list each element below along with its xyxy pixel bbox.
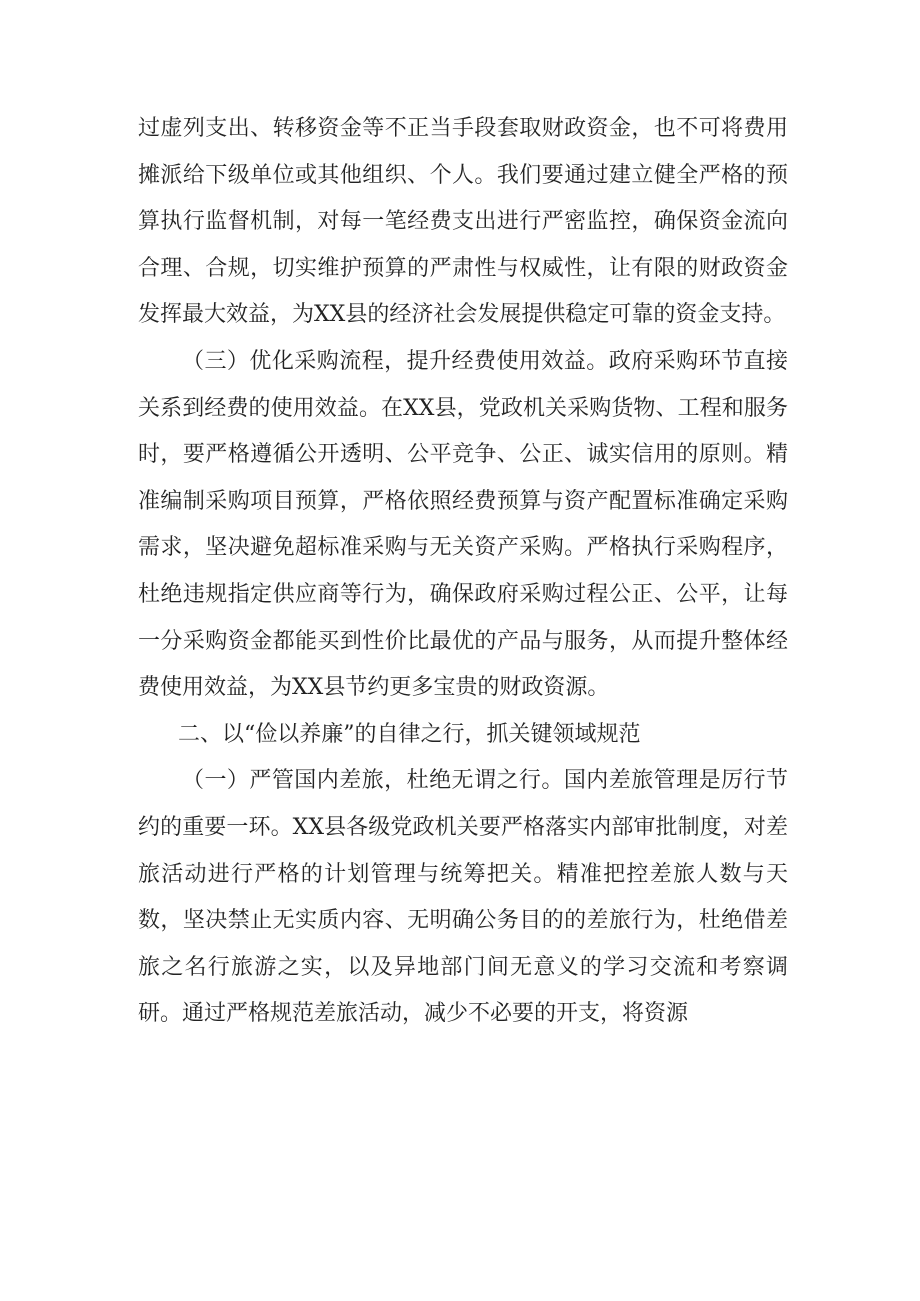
section-heading-two: 二、以“俭以养廉”的自律之行，抓关键领域规范 <box>178 721 641 747</box>
paragraph-procurement: （三）优化采购流程，提升经费使用效益。政府采购环节直接关系到经费的使用效益。在XX县，党政机关采购货物、工程和服务时，要严格遵循公开透明、公平竞争、公正、诚实信用的原则。精准编制采购项目预算，严格依照经费预算与资产配置标准确定采购需求，坚决避免超标准采购与无关资产采购。严格执行采购程序，杜绝违规指定供应商等行为，确保政府采购过程公正、公平，让每一分采购资金都能买到性价比最优的产品与服务，从而提升整体经费使用效益，为XX县节约更多宝贵的财政资源。 <box>138 348 788 701</box>
document-body <box>138 106 788 1038</box>
paragraph-travel-management: （一）严管国内差旅，杜绝无谓之行。国内差旅管理是厉行节约的重要一环。XX县各级党政机关要严格落实内部审批制度，对差旅活动进行严格的计划管理与统筹把关。精准把控差旅人数与天数，坚决禁止无实质内容、无明确公务目的的差旅行为，杜绝借差旅之名行旅游之实，以及异地部门间无意义的学习交流和考察调研。通过严格规范差旅活动，减少不必要的开支，将资源 <box>138 768 788 1027</box>
paragraph-budget-supervision: 过虚列支出、转移资金等不正当手段套取财政资金，也不可将费用摊派给下级单位或其他组织、个人。我们要通过建立健全严格的预算执行监督机制，对每一笔经费支出进行严密监控，确保资金流向合理、合规，切实维护预算的严肃性与权威性，让有限的财政资金发挥最大效益，为XX县的经济社会发展提供稳定可靠的资金支持。 <box>138 116 788 328</box>
